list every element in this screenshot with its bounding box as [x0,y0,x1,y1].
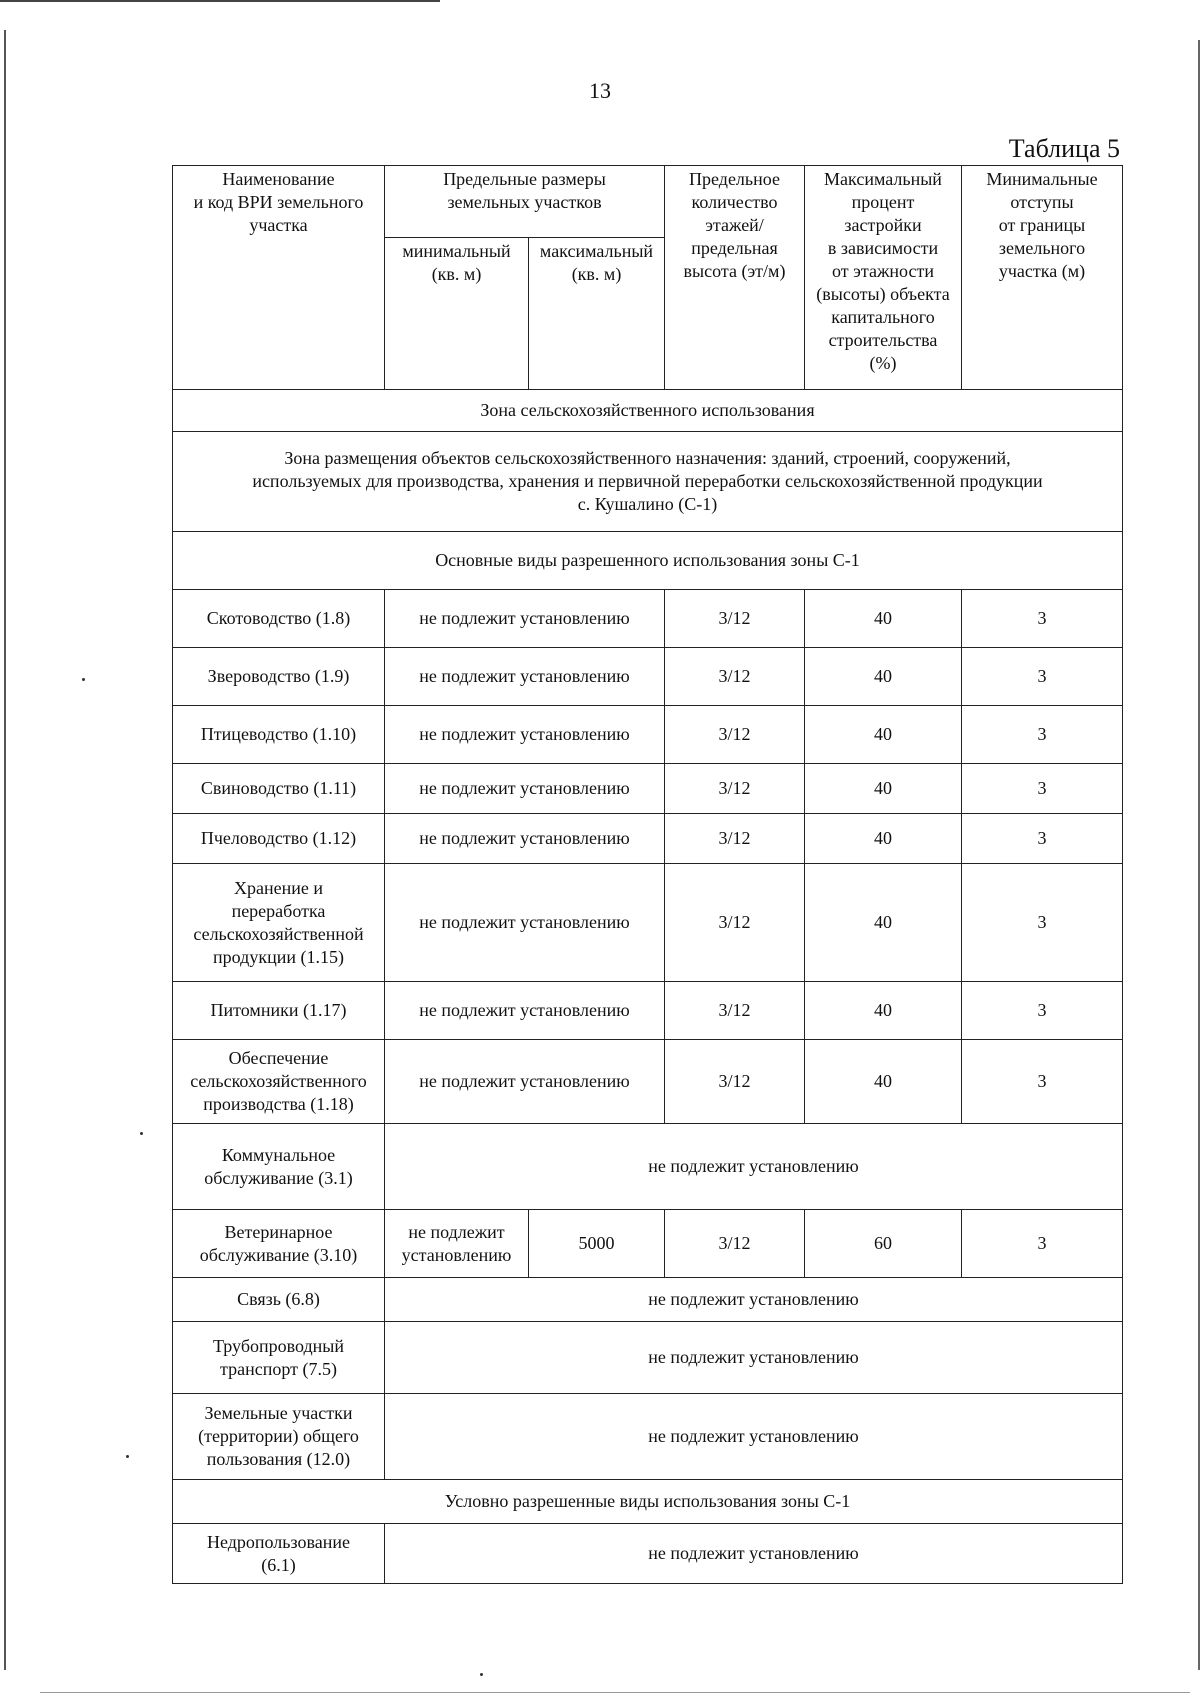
header-max-size: максимальный (кв. м) [529,238,665,390]
scan-speck [480,1673,483,1676]
pipeline-value: не подлежит установлению [385,1322,1123,1394]
row-name: Звероводство (1.9) [173,648,385,706]
row-setback: 3 [962,982,1123,1040]
subzone-title-row [173,432,1123,532]
veterinary-max-size: 5000 [529,1210,665,1278]
row-setback: 3 [962,706,1123,764]
row-coverage: 40 [805,814,962,864]
row-floors: 3/12 [665,590,805,648]
communal-value: не подлежит установлению [385,1124,1123,1210]
scan-edge-left [4,30,6,1670]
row-name: Обеспечение сельскохозяйственного производства (1.18) [173,1040,385,1124]
row-name: Пчеловодство (1.12) [173,814,385,864]
row-coverage: 40 [805,864,962,982]
row-floors: 3/12 [665,648,805,706]
zone-title-row [173,390,1123,432]
row-setback: 3 [962,648,1123,706]
table-row [173,814,1123,864]
scan-speck [140,1132,143,1135]
row-coverage: 40 [805,982,962,1040]
veterinary-name: Ветеринарное обслуживание (3.10) [173,1210,385,1278]
header-size-group: Предельные размеры земельных участков [385,166,665,238]
row-coverage: 40 [805,1040,962,1124]
row-size: не подлежит установлению [385,648,665,706]
row-name: Свиноводство (1.11) [173,764,385,814]
row-coverage: 40 [805,590,962,648]
main-section-row [173,532,1123,590]
row-coverage: 40 [805,648,962,706]
table-row [173,864,1123,982]
public-land-name: Земельные участки (территории) общего пользования (12.0) [173,1394,385,1480]
conditional-section-title: Условно разрешенные виды использования зоны С-1 [173,1480,1123,1524]
conditional-section-row [173,1480,1123,1524]
veterinary-floors: 3/12 [665,1210,805,1278]
veterinary-min-size: не подлежит установлению [385,1210,529,1278]
row-setback: 3 [962,864,1123,982]
table-row [173,1394,1123,1480]
row-name: Питомники (1.17) [173,982,385,1040]
header-min-size: минимальный (кв. м) [385,238,529,390]
header-row [173,166,1123,238]
row-size: не подлежит установлению [385,982,665,1040]
table-row [173,590,1123,648]
scan-speck [126,1455,129,1458]
row-name: Хранение и переработка сельскохозяйственной продукции (1.15) [173,864,385,982]
communal-name: Коммунальное обслуживание (3.1) [173,1124,385,1210]
row-floors: 3/12 [665,982,805,1040]
row-floors: 3/12 [665,706,805,764]
row-setback: 3 [962,590,1123,648]
row-size: не подлежит установлению [385,590,665,648]
table-row [173,1322,1123,1394]
row-name: Птицеводство (1.10) [173,706,385,764]
row-size: не подлежит установлению [385,706,665,764]
header-setback: Минимальные отступы от границы земельного участка (м) [962,166,1123,390]
communication-value: не подлежит установлению [385,1278,1123,1322]
row-floors: 3/12 [665,1040,805,1124]
communication-name: Связь (6.8) [173,1278,385,1322]
scan-edge-top [0,0,440,2]
row-coverage: 40 [805,706,962,764]
row-setback: 3 [962,814,1123,864]
row-setback: 3 [962,1040,1123,1124]
zone-title: Зона сельскохозяйственного использования [173,390,1123,432]
row-floors: 3/12 [665,764,805,814]
header-name: Наименование и код ВРИ земельного участка [173,166,385,390]
row-setback: 3 [962,764,1123,814]
table-row [173,1124,1123,1210]
veterinary-setback: 3 [962,1210,1123,1278]
header-coverage: Максимальный процент застройки в зависимости от этажности (высоты) объекта капитального строительства (%) [805,166,962,390]
pipeline-name: Трубопроводный транспорт (7.5) [173,1322,385,1394]
table-row [173,1210,1123,1278]
table-row [173,982,1123,1040]
row-name: Скотоводство (1.8) [173,590,385,648]
row-size: не подлежит установлению [385,1040,665,1124]
veterinary-coverage: 60 [805,1210,962,1278]
row-coverage: 40 [805,764,962,814]
table-row [173,1278,1123,1322]
table-row [173,764,1123,814]
land-use-table [172,165,1123,1584]
row-floors: 3/12 [665,814,805,864]
table-row [173,1524,1123,1584]
subsoil-name: Недропользование (6.1) [173,1524,385,1584]
scan-edge-bottom [40,1692,1190,1693]
scan-speck [82,678,85,681]
row-size: не подлежит установлению [385,814,665,864]
table-row [173,648,1123,706]
public-land-value: не подлежит установлению [385,1394,1123,1480]
header-floors: Предельное количество этажей/ предельная высота (эт/м) [665,166,805,390]
table-row [173,1040,1123,1124]
subsoil-value: не подлежит установлению [385,1524,1123,1584]
page-number: 13 [589,78,611,103]
subzone-title: Зона размещения объектов сельскохозяйственного назначения: зданий, строений, сооружений, используемых для производства, хранения и первичной переработки сельскохозяйственной продукции с. Кушалино (С-1) [173,432,1123,532]
main-section-title: Основные виды разрешенного использования зоны С-1 [173,532,1123,590]
table-row [173,706,1123,764]
table-caption: Таблица 5 [1008,134,1120,163]
row-size: не подлежит установлению [385,864,665,982]
row-floors: 3/12 [665,864,805,982]
row-size: не подлежит установлению [385,764,665,814]
